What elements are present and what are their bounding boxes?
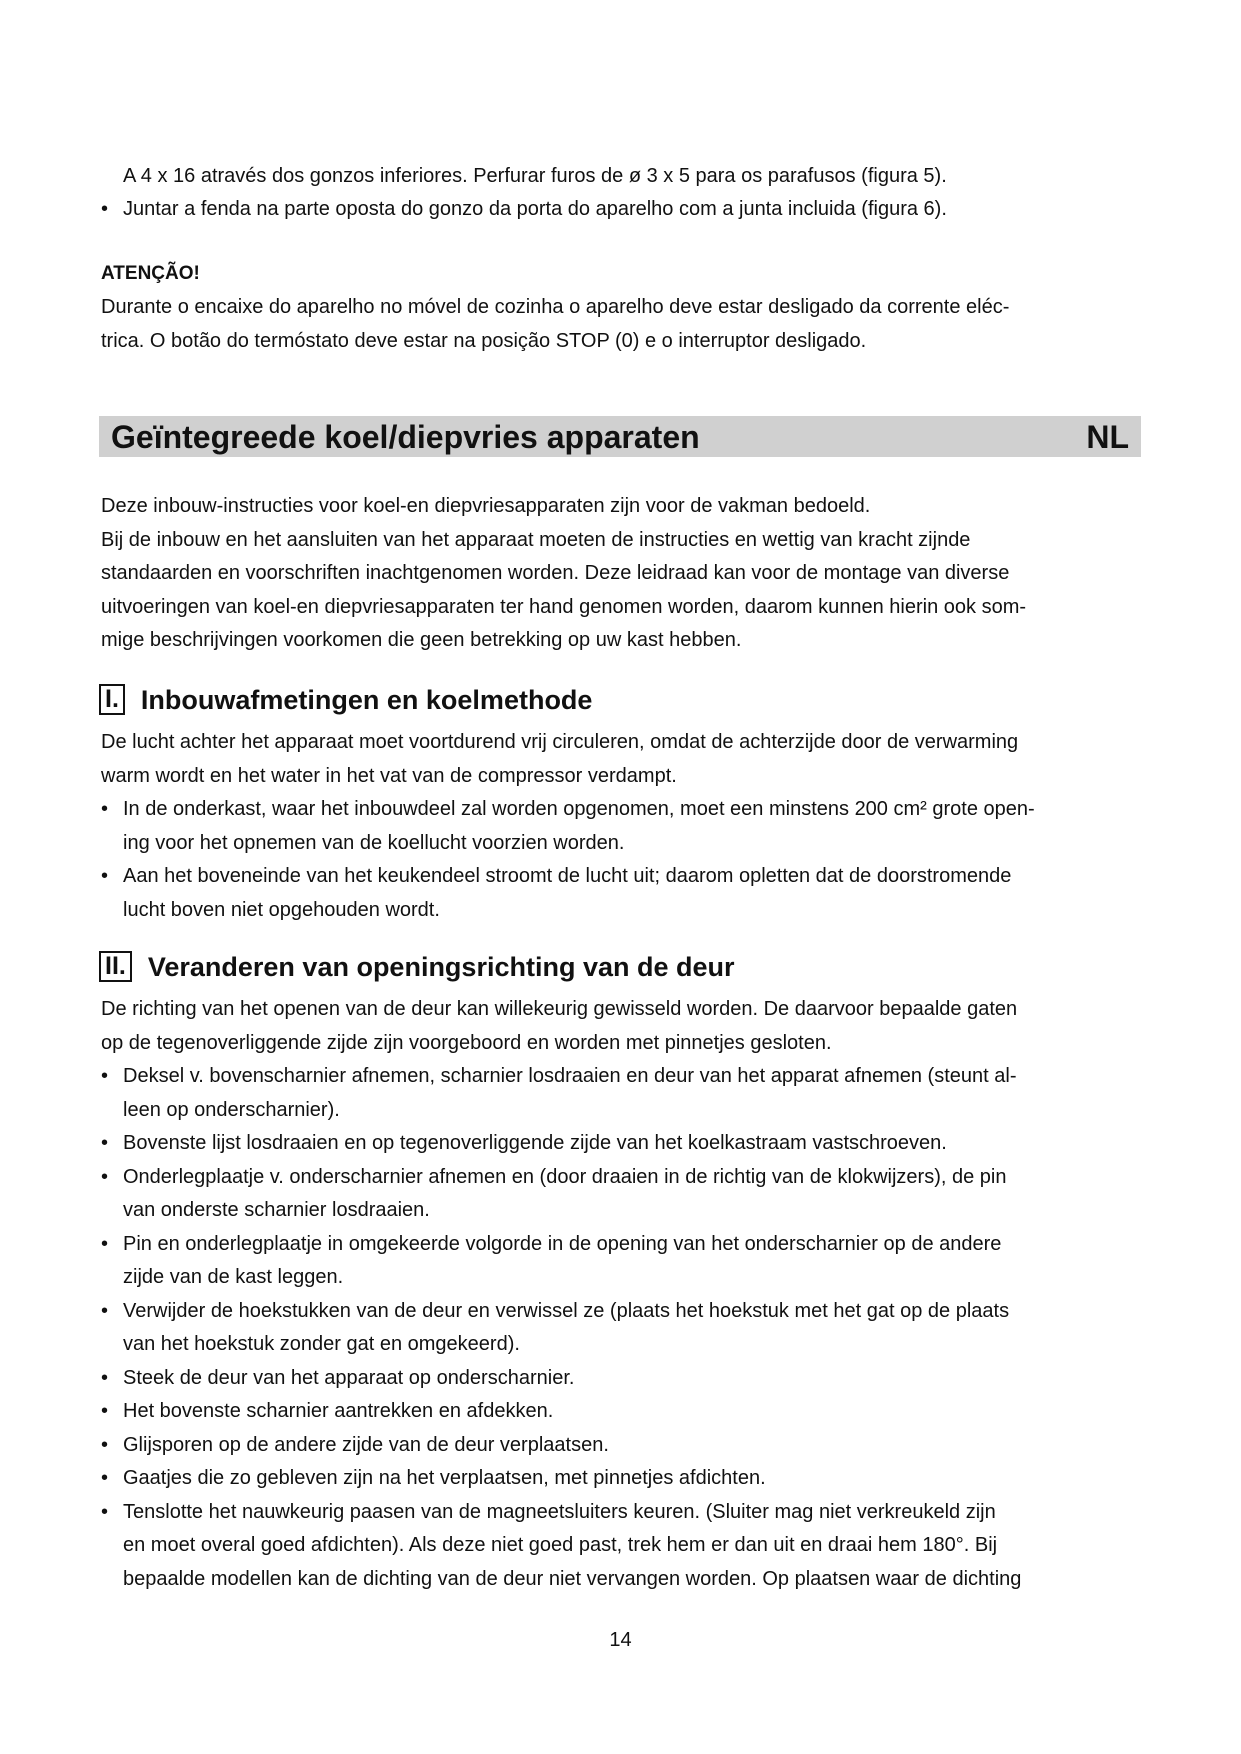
list-item: • Bovenste lijst losdraaien en op tegenoverliggende zijde van het koelkastraam vastschroeven.: [101, 1127, 1141, 1161]
list-item: • Het bovenste scharnier aantrekken en afdekken.: [101, 1395, 1141, 1429]
top-bullet-list: [101, 193, 1141, 227]
section-title: Veranderen van openingsrichting van de deur: [147, 951, 735, 982]
list-item: • Steek de deur van het apparaat op onderscharnier.: [101, 1362, 1141, 1396]
list-item: • Gaatjes die zo gebleven zijn na het verplaatsen, met pinnetjes afdichten.: [101, 1462, 1141, 1496]
section-2-heading: [99, 951, 735, 982]
section-number-box: II.: [99, 951, 132, 982]
language-code: NL: [1086, 419, 1129, 455]
list-item: • Juntar a fenda na parte oposta do gonzo da porta do aparelho com a junta incluida (figura 6).: [101, 193, 1141, 227]
continued-line: A 4 x 16 através dos gonzos inferiores. Perfurar furos de ø 3 x 5 para os parafusos (figura 5).: [123, 165, 947, 187]
section-1-bullets: [101, 793, 1141, 927]
section-banner: [99, 416, 1141, 457]
warning-title: ATENÇÃO!: [101, 263, 200, 284]
section-2-bullets: [101, 1060, 1141, 1596]
list-item: • Verwijder de hoekstukken van de deur en verwissel ze (plaats het hoekstuk met het gat op de plaats van het hoekstuk zonder gat en omgekeerd).: [101, 1295, 1141, 1362]
list-item: • Aan het boveneinde van het keukendeel stroomt de lucht uit; daarom opletten dat de doorstromende lucht boven niet opgehouden wordt.: [101, 860, 1141, 927]
page-number: 14: [609, 1629, 632, 1651]
section-1-paragraph: De lucht achter het apparaat moet voortdurend vrij circuleren, omdat de achterzijde door de verwarming warm wordt en het water in het vat van de compressor verdampt.: [101, 731, 1019, 787]
list-item: • Tenslotte het nauwkeurig paasen van de magneetsluiters keuren. (Sluiter mag niet verkreukeld zijn en moet overal goed afdichten). Als deze niet goed past, trek hem er dan uit en draai hem 180°. Bij bepaalde modellen kan de dichting van de deur niet vervangen worden. Op plaatsen waar de dichting: [101, 1496, 1141, 1597]
intro-paragraph: Deze inbouw-instructies voor koel-en diepvriesapparaten zijn voor de vakman bedoeld. Bij de inbouw en het aansluiten van het apparaat moeten de instructies en wettig van kracht zijnde standaarden en voorschriften inachtgenomen worden. Deze leidraad kan voor de montage van diverse uitvoeringen van koel-en diepvriesapparaten ter hand genomen worden, daarom kunnen hierin ook som- mige beschrijvingen voorkomen die geen betrekking op uw kast hebben.: [101, 495, 1027, 651]
section-2-paragraph: De richting van het openen van de deur kan willekeurig gewisseld worden. De daarvoor bepaalde gaten op de tegenoverliggende zijde zijn voorgeboord en worden met pinnetjes gesloten.: [101, 998, 1018, 1054]
list-item: • Deksel v. bovenscharnier afnemen, scharnier losdraaien en deur van het apparat afnemen (steunt al- leen op onderscharnier).: [101, 1060, 1141, 1127]
list-item: • Glijsporen op de andere zijde van de deur verplaatsen.: [101, 1429, 1141, 1463]
section-title: Inbouwafmetingen en koelmethode: [140, 684, 593, 715]
warning-text: Durante o encaixe do aparelho no móvel de cozinha o aparelho deve estar desligado da corrente eléc- trica. O botão do termóstato deve estar na posição STOP (0) e o interruptor desligado.: [101, 296, 1010, 352]
section-number-box: I.: [99, 684, 125, 715]
section-1-heading: [99, 684, 592, 715]
list-item: • Pin en onderlegplaatje in omgekeerde volgorde in de opening van het onderscharnier op de andere zijde van de kast leggen.: [101, 1228, 1141, 1295]
list-item: • In de onderkast, waar het inbouwdeel zal worden opgenomen, moet een minstens 200 cm² grote open- ing voor het opnemen van de koellucht voorzien worden.: [101, 793, 1141, 860]
list-item: • Onderlegplaatje v. onderscharnier afnemen en (door draaien in de richtig van de klokwijzers), de pin van onderste scharnier losdraaien.: [101, 1161, 1141, 1228]
banner-title: Geïntegreede koel/diepvries apparaten: [111, 419, 700, 455]
